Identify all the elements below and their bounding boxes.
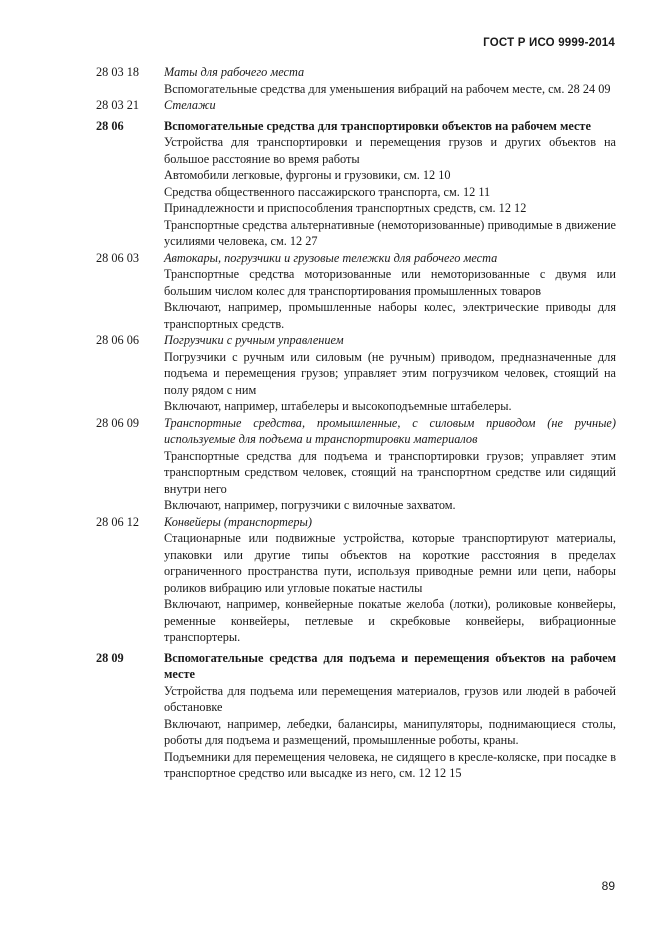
entry-code: 28 06 09 (96, 415, 140, 430)
entry-body (164, 415, 616, 514)
entry-paragraph: Вспомогательные средства для уменьшения вибраций на рабочем месте, см. 28 24 09 (164, 81, 611, 96)
entry-paragraph: Устройства для транспортировки и перемещения грузов и других объектов на большое расстояние во время работы (164, 135, 616, 166)
entry-paragraph: Транспортные средства моторизованные или немоторизованные с двумя или большим числом колес для транспортирования промышленных товаров (164, 267, 616, 298)
entry-paragraph: Принадлежности и приспособления транспортных средств, см. 12 12 (164, 201, 527, 215)
entry-title: Маты для рабочего места (164, 65, 305, 79)
entry-title: Вспомогательные средства для транспортировки объектов на рабочем месте (164, 118, 591, 133)
entry-body (164, 64, 616, 97)
entry-title: Конвейеры (транспортеры) (164, 514, 312, 529)
entry-code: 28 06 (96, 118, 124, 133)
classification-entry (96, 514, 616, 646)
entry-title: Транспортные средства, промышленные, с силовым приводом (не ручные) используемые для подъема и транспортировки материалов (164, 415, 616, 446)
entry-code: 28 06 12 (96, 514, 140, 529)
classification-entry (96, 118, 616, 250)
classification-entry (96, 332, 616, 415)
entry-title: Автокары, погрузчики и грузовые тележки для рабочего места (164, 250, 498, 265)
entry-paragraph: Включают, например, лебедки, балансиры, манипуляторы, поднимающиеся столы, роботы для подъема и размещений, промышленные роботы, краны. (164, 716, 616, 747)
classification-entry (96, 650, 616, 782)
entry-code: 28 06 03 (96, 250, 140, 265)
document-header: ГОСТ Р ИСО 9999-2014 (483, 37, 615, 49)
entry-paragraph: Устройства для подъема или перемещения материалов, грузов или людей в рабочей обстановке (164, 683, 616, 714)
entry-body (164, 514, 616, 646)
entry-paragraph: Транспортные средства для подъема и транспортировки грузов; управляет этим транспортным средством человек, стоящий на транспортном средстве или сидящий внутри него (164, 448, 616, 496)
classification-entry (96, 415, 616, 514)
entry-body (164, 97, 616, 114)
entry-code: 28 03 18 (96, 65, 140, 79)
entry-paragraph: Включают, например, штабелеры и высокоподъемные штабелеры. (164, 399, 512, 413)
entry-title: Стелажи (164, 98, 216, 112)
entry-title: Вспомогательные средства для подъема и перемещения объектов на рабочем месте (164, 650, 616, 681)
entry-paragraph: Включают, например, промышленные наборы колес, электрические приводы для транспортных средств. (164, 300, 616, 331)
entry-body (164, 332, 616, 415)
entry-body (164, 250, 616, 333)
classification-entry (96, 97, 616, 114)
entry-paragraph: Автомобили легковые, фургоны и грузовики, см. 12 10 (164, 168, 451, 182)
entry-title: Погрузчики с ручным управлением (164, 333, 344, 347)
entry-code: 28 09 (96, 650, 124, 665)
entry-paragraph: Подъемники для перемещения человека, не сидящего в кресле-коляске, при посадке в транспортное средство или высадке из него, см. 12 12 15 (164, 749, 616, 780)
classification-entry (96, 250, 616, 333)
entry-paragraph: Погрузчики с ручным или силовым (не ручным) приводом, предназначенные для подъема и перемещения грузов; управляет этим погрузчиком человек, стоящий на полу рядом с ним (164, 349, 616, 397)
entry-body (164, 118, 616, 250)
entry-code: 28 03 21 (96, 98, 140, 112)
entry-paragraph: Транспортные средства альтернативные (немоторизованные) приводимые в движение усилиями человека, см. 12 27 (164, 217, 616, 248)
entry-body (164, 650, 616, 782)
entry-paragraph: Средства общественного пассажирского транспорта, см. 12 11 (164, 184, 491, 199)
page-number: 89 (601, 879, 615, 893)
classification-entry (96, 64, 616, 97)
entry-code: 28 06 06 (96, 333, 140, 347)
entry-paragraph: Стационарные или подвижные устройства, которые транспортируют материалы, упаковки или другие типы объектов на короткие расстояния в пределах ограниченного пространства пути, используя приводные ремни или цепи, наборы роликов вибрацию или угловые покатые настилы (164, 531, 616, 595)
entry-paragraph: Включают, например, конвейерные покатые желоба (лотки), роликовые конвейеры, ременные конвейеры, петлевые и скребковые конвейеры, вибрационные транспортеры. (164, 597, 616, 644)
classification-list (96, 64, 616, 782)
entry-paragraph: Включают, например, погрузчики с вилочные захватом. (164, 498, 456, 512)
